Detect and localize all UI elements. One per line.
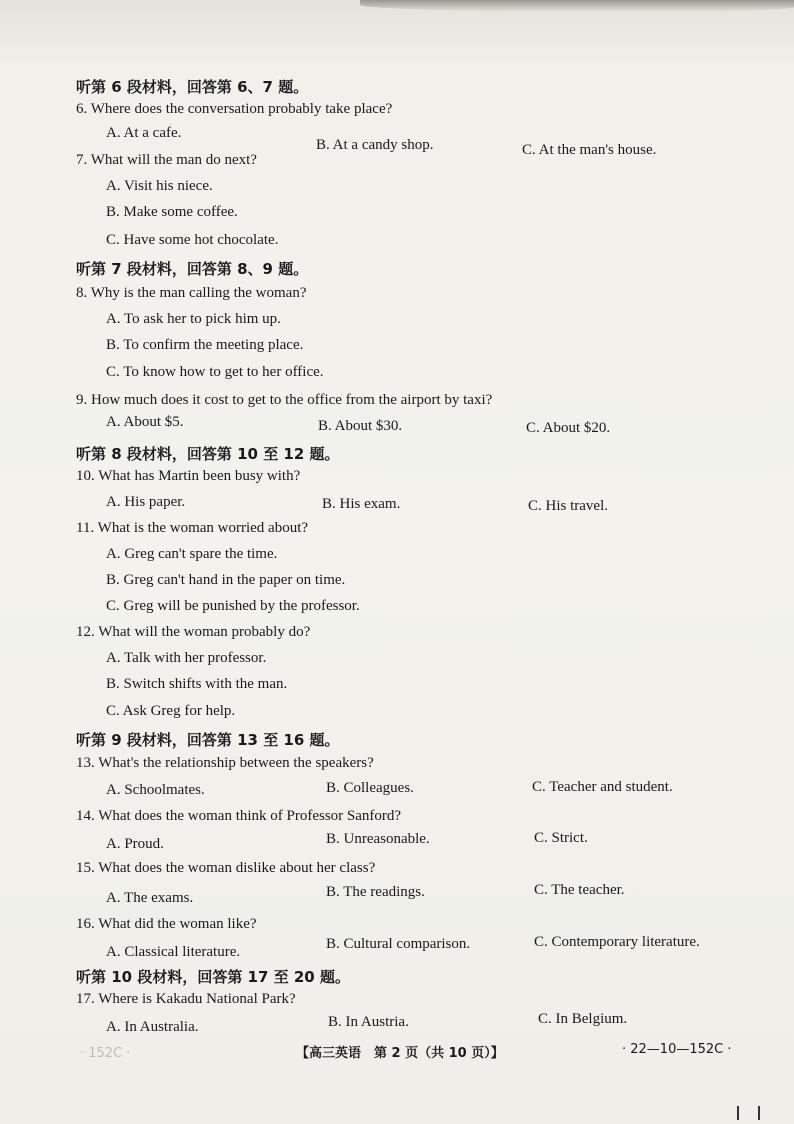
q8-option-a: A. To ask her to pick him up. <box>106 311 281 327</box>
q9-option-a: A. About $5. <box>106 414 184 430</box>
q14-option-c: C. Strict. <box>534 830 588 846</box>
crop-mark <box>737 1106 739 1120</box>
q16-option-a: A. Classical literature. <box>106 944 241 960</box>
section-heading-7: 听第 7 段材料，回答第 8、9 题。 <box>76 260 309 278</box>
question-15: 15. What does the woman dislike about her class? <box>76 860 376 876</box>
question-7: 7. What will the man do next? <box>76 152 257 168</box>
page-fold-shadow <box>360 0 794 12</box>
section-heading-6: 听第 6 段材料，回答第 6、7 题。 <box>76 78 309 96</box>
question-14: 14. What does the woman think of Professor Sanford? <box>76 808 402 824</box>
q7-option-a: A. Visit his niece. <box>106 178 213 194</box>
q8-option-b: B. To confirm the meeting place. <box>106 337 304 353</box>
footer-code: · 22—10—152C · <box>622 1042 732 1057</box>
q6-option-b: B. At a candy shop. <box>316 137 434 153</box>
question-13: 13. What's the relationship between the speakers? <box>76 755 374 771</box>
footer-left-faint: · 152C · <box>80 1046 131 1061</box>
q6-option-c: C. At the man's house. <box>522 142 657 158</box>
q16-option-b: B. Cultural comparison. <box>326 936 471 952</box>
q10-option-b: B. His exam. <box>322 496 401 512</box>
q7-option-b: B. Make some coffee. <box>106 204 238 220</box>
q11-option-c: C. Greg will be punished by the professor. <box>106 598 360 614</box>
section-heading-9: 听第 9 段材料，回答第 13 至 16 题。 <box>76 731 340 749</box>
q15-option-c: C. The teacher. <box>534 882 625 898</box>
q8-option-c: C. To know how to get to her office. <box>106 364 324 380</box>
footer-page-label: 【高三英语 第 2 页（共 10 页）】 <box>296 1046 504 1061</box>
q13-option-c: C. Teacher and student. <box>532 779 673 795</box>
q6-option-a: A. At a cafe. <box>106 125 182 141</box>
question-10: 10. What has Martin been busy with? <box>76 468 301 484</box>
question-12: 12. What will the woman probably do? <box>76 624 311 640</box>
q12-option-b: B. Switch shifts with the man. <box>106 676 288 692</box>
q13-option-a: A. Schoolmates. <box>106 782 205 798</box>
question-17: 17. Where is Kakadu National Park? <box>76 991 296 1007</box>
q11-option-a: A. Greg can't spare the time. <box>106 546 278 562</box>
q9-option-c: C. About $20. <box>526 420 611 436</box>
question-9: 9. How much does it cost to get to the office from the airport by taxi? <box>76 392 493 408</box>
question-16: 16. What did the woman like? <box>76 916 257 932</box>
q16-option-c: C. Contemporary literature. <box>534 934 700 950</box>
q12-option-a: A. Talk with her professor. <box>106 650 267 666</box>
crop-mark <box>758 1106 760 1120</box>
q10-option-c: C. His travel. <box>528 498 608 514</box>
q13-option-b: B. Colleagues. <box>326 780 414 796</box>
q11-option-b: B. Greg can't hand in the paper on time. <box>106 572 346 588</box>
q17-option-b: B. In Austria. <box>328 1014 409 1030</box>
q17-option-a: A. In Australia. <box>106 1019 199 1035</box>
q14-option-a: A. Proud. <box>106 836 164 852</box>
q7-option-c: C. Have some hot chocolate. <box>106 232 279 248</box>
section-heading-8: 听第 8 段材料，回答第 10 至 12 题。 <box>76 445 340 463</box>
q17-option-c: C. In Belgium. <box>538 1011 628 1027</box>
q15-option-a: A. The exams. <box>106 890 194 906</box>
q15-option-b: B. The readings. <box>326 884 425 900</box>
question-11: 11. What is the woman worried about? <box>76 520 309 536</box>
question-6: 6. Where does the conversation probably take place? <box>76 101 393 117</box>
q14-option-b: B. Unreasonable. <box>326 831 430 847</box>
question-8: 8. Why is the man calling the woman? <box>76 285 307 301</box>
q12-option-c: C. Ask Greg for help. <box>106 703 236 719</box>
section-heading-10: 听第 10 段材料，回答第 17 至 20 题。 <box>76 968 350 986</box>
q10-option-a: A. His paper. <box>106 494 186 510</box>
q9-option-b: B. About $30. <box>318 418 403 434</box>
